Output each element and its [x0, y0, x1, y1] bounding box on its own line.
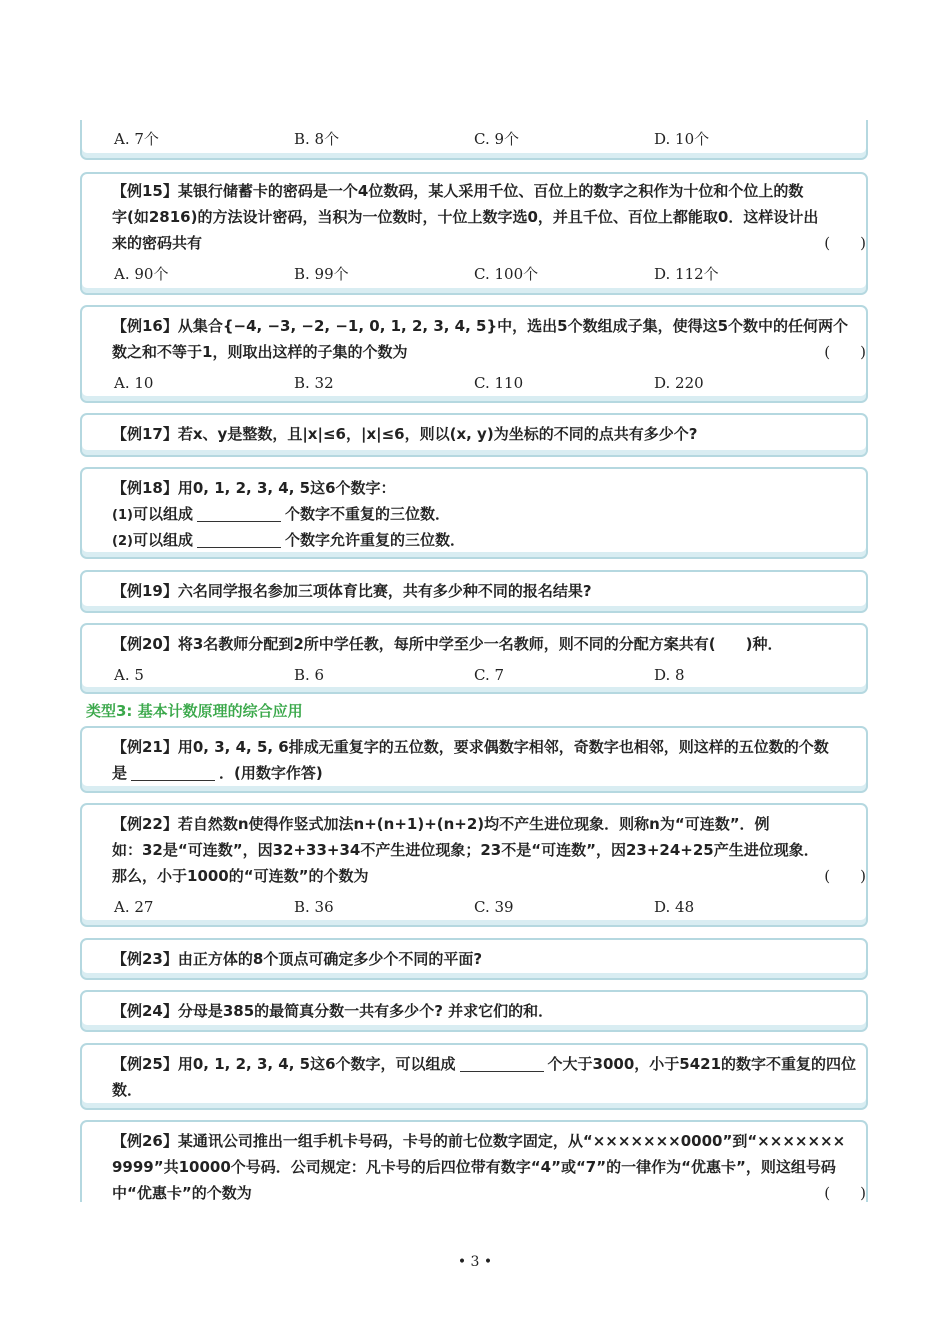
answer-options [114, 372, 834, 394]
question-text: 如：32是“可连数”，因32+33+34不产生进位现象；23不是“可连数”，因23+24+25产生进位现象． [112, 841, 819, 859]
example-26-line-3 [112, 1182, 868, 1204]
question-text: 从集合{−4, −3, −2, −1, 0, 1, 2, 3, 4, 5}中，选出5个数组成子集，使得这5个数中的任何两个 [177, 317, 849, 335]
question-text: 分母是385的最简真分数一共有多少个? 并求它们的和． [177, 1002, 554, 1020]
example-25-line-2 [112, 1079, 868, 1101]
question-text: 那么，小于1000的“可连数”的个数为 [112, 867, 369, 885]
question-text: 个数字不重复的三位数． [284, 505, 450, 523]
example-23-line-1 [112, 948, 868, 970]
question-text: 9999”共10000个号码．公司规定：凡卡号的后四位带有数字“4”或“7”的一律作为“优惠卡”，则这组号码 [112, 1158, 836, 1176]
answer-blank[interactable] [460, 1055, 544, 1072]
option-c[interactable]: C. 39 [474, 898, 514, 916]
answer-options [114, 896, 834, 918]
example-15-line-1 [112, 180, 868, 202]
example-tag: 【例23】 [112, 950, 178, 968]
sub-label: (1) [112, 508, 133, 523]
answer-options [114, 263, 834, 285]
example-24-box [80, 990, 868, 1032]
question-text: 某通讯公司推出一组手机卡号码，卡号的前七位数字固定，从“×××××××0000”到“××××××× [177, 1132, 846, 1150]
example-tag: 【例24】 [112, 1002, 178, 1020]
question-text: 用0, 1, 2, 3, 4, 5这6个数字，可以组成 [177, 1055, 456, 1073]
example-21-box [80, 726, 868, 793]
option-a[interactable]: A. 90个 [114, 265, 169, 283]
example-24-line-1 [112, 1000, 868, 1022]
example-25-line-1 [112, 1053, 868, 1075]
example-15-line-3 [112, 232, 868, 254]
question-text: ．(用数字作答) [219, 764, 323, 782]
question-text: 中“优惠卡”的个数为 [112, 1184, 252, 1202]
answer-paren: ( ) [824, 234, 866, 252]
option-c[interactable]: C. 100个 [474, 265, 539, 283]
option-d[interactable]: D. 112个 [654, 265, 719, 283]
example-25-box [80, 1043, 868, 1110]
question-text: 用0, 1, 2, 3, 4, 5这6个数字： [177, 479, 396, 497]
question-text: 是 [112, 764, 128, 782]
option-d[interactable]: D. 220 [654, 374, 704, 392]
option-b[interactable]: B. 8个 [294, 130, 340, 148]
question-text: 若x、y是整数，且|x|≤6，|x|≤6，则以(x, y)为坐标的不同的点共有多少个? [177, 425, 698, 443]
example-tag: 【例20】 [112, 635, 178, 653]
example-17-line-1 [112, 423, 868, 445]
example-22-line-2 [112, 839, 868, 861]
question-text: 数． [112, 1081, 143, 1099]
option-b[interactable]: B. 36 [294, 898, 334, 916]
answer-blank[interactable] [197, 531, 281, 548]
question-text: 个数字允许重复的三位数． [284, 531, 465, 549]
example-22-box [80, 803, 868, 927]
option-d[interactable]: D. 8 [654, 666, 685, 684]
question-text: 可以组成 [132, 531, 193, 549]
example-16-line-1 [112, 315, 868, 337]
example-16-line-2 [112, 341, 868, 363]
answer-options [114, 664, 834, 686]
example-15-line-2 [112, 206, 868, 228]
answer-blank[interactable] [131, 764, 215, 781]
option-a[interactable]: A. 7个 [114, 130, 159, 148]
example-tag: 【例17】 [112, 425, 178, 443]
example-tag: 【例25】 [112, 1055, 178, 1073]
question-text: 将3名教师分配到2所中学任教，每所中学至少一名教师，则不同的分配方案共有( )种． [177, 635, 783, 653]
option-d[interactable]: D. 48 [654, 898, 695, 916]
example-18-sub-2 [112, 529, 868, 551]
option-b[interactable]: B. 99个 [294, 265, 349, 283]
page-number: • 3 • [457, 1254, 493, 1270]
example-17-box [80, 413, 868, 457]
option-c[interactable]: C. 110 [474, 374, 524, 392]
example-23-box [80, 938, 868, 980]
answer-blank[interactable] [197, 505, 281, 522]
example-22-line-3 [112, 865, 868, 887]
example-tag: 【例26】 [112, 1132, 178, 1150]
example-tag: 【例21】 [112, 738, 178, 756]
option-c[interactable]: C. 7 [474, 666, 505, 684]
option-b[interactable]: B. 32 [294, 374, 334, 392]
example-tag: 【例19】 [112, 582, 178, 600]
question-text: 可以组成 [132, 505, 193, 523]
sub-label: (2) [112, 534, 133, 549]
question-text: 字(如2816)的方法设计密码，当积为一位数时，十位上数字选0，并且千位、百位上都能取0．这样设计出 [112, 208, 819, 226]
example-tag: 【例18】 [112, 479, 178, 497]
example-tag: 【例22】 [112, 815, 178, 833]
example-tag: 【例16】 [112, 317, 178, 335]
option-a[interactable]: A. 27 [114, 898, 154, 916]
question-text: 若自然数n使得作竖式加法n+(n+1)+(n+2)均不产生进位现象．则称n为“可连数”．例 [177, 815, 770, 833]
answer-paren: ( ) [824, 343, 866, 361]
example-tag: 【例15】 [112, 182, 178, 200]
option-a[interactable]: A. 10 [114, 374, 154, 392]
section-title: 类型3: 基本计数原理的综合应用 [86, 702, 303, 720]
option-b[interactable]: B. 6 [294, 666, 325, 684]
example-21-line-2 [112, 762, 868, 784]
question-text: 用0, 3, 4, 5, 6排成无重复字的五位数，要求偶数字相邻，奇数字也相邻，则这样的五位数的个数 [177, 738, 829, 756]
example-20-box [80, 623, 868, 694]
question-text: 某银行储蓄卡的密码是一个4位数码，某人采用千位、百位上的数字之积作为十位和个位上的数 [177, 182, 804, 200]
option-a[interactable]: A. 5 [114, 666, 144, 684]
example-21-line-1 [112, 736, 868, 758]
question-text: 由正方体的8个顶点可确定多少个不同的平面? [177, 950, 483, 968]
example-20-line-1 [112, 633, 868, 655]
example-18-line-1 [112, 477, 868, 499]
example-18-box [80, 467, 868, 559]
question-text: 六名同学报名参加三项体育比赛，共有多少种不同的报名结果? [177, 582, 592, 600]
question-text: 个大于3000，小于5421的数字不重复的四位 [547, 1055, 857, 1073]
option-d[interactable]: D. 10个 [654, 130, 710, 148]
answer-paren: ( ) [824, 867, 866, 885]
option-c[interactable]: C. 9个 [474, 130, 520, 148]
example-19-line-1 [112, 580, 868, 602]
example-22-line-1 [112, 813, 868, 835]
example-19-box [80, 570, 868, 613]
answer-options [114, 128, 834, 150]
example-26-box [80, 1120, 868, 1202]
example-15-box [80, 172, 868, 295]
example-18-sub-1 [112, 503, 868, 525]
example-26-line-1 [112, 1130, 868, 1152]
question-text: 数之和不等于1，则取出这样的子集的个数为 [112, 343, 408, 361]
answer-paren: ( ) [824, 1184, 866, 1202]
example-26-line-2 [112, 1156, 868, 1178]
question-text: 来的密码共有 [112, 234, 203, 252]
example-16-box [80, 305, 868, 403]
example-14-options-box [80, 120, 868, 160]
